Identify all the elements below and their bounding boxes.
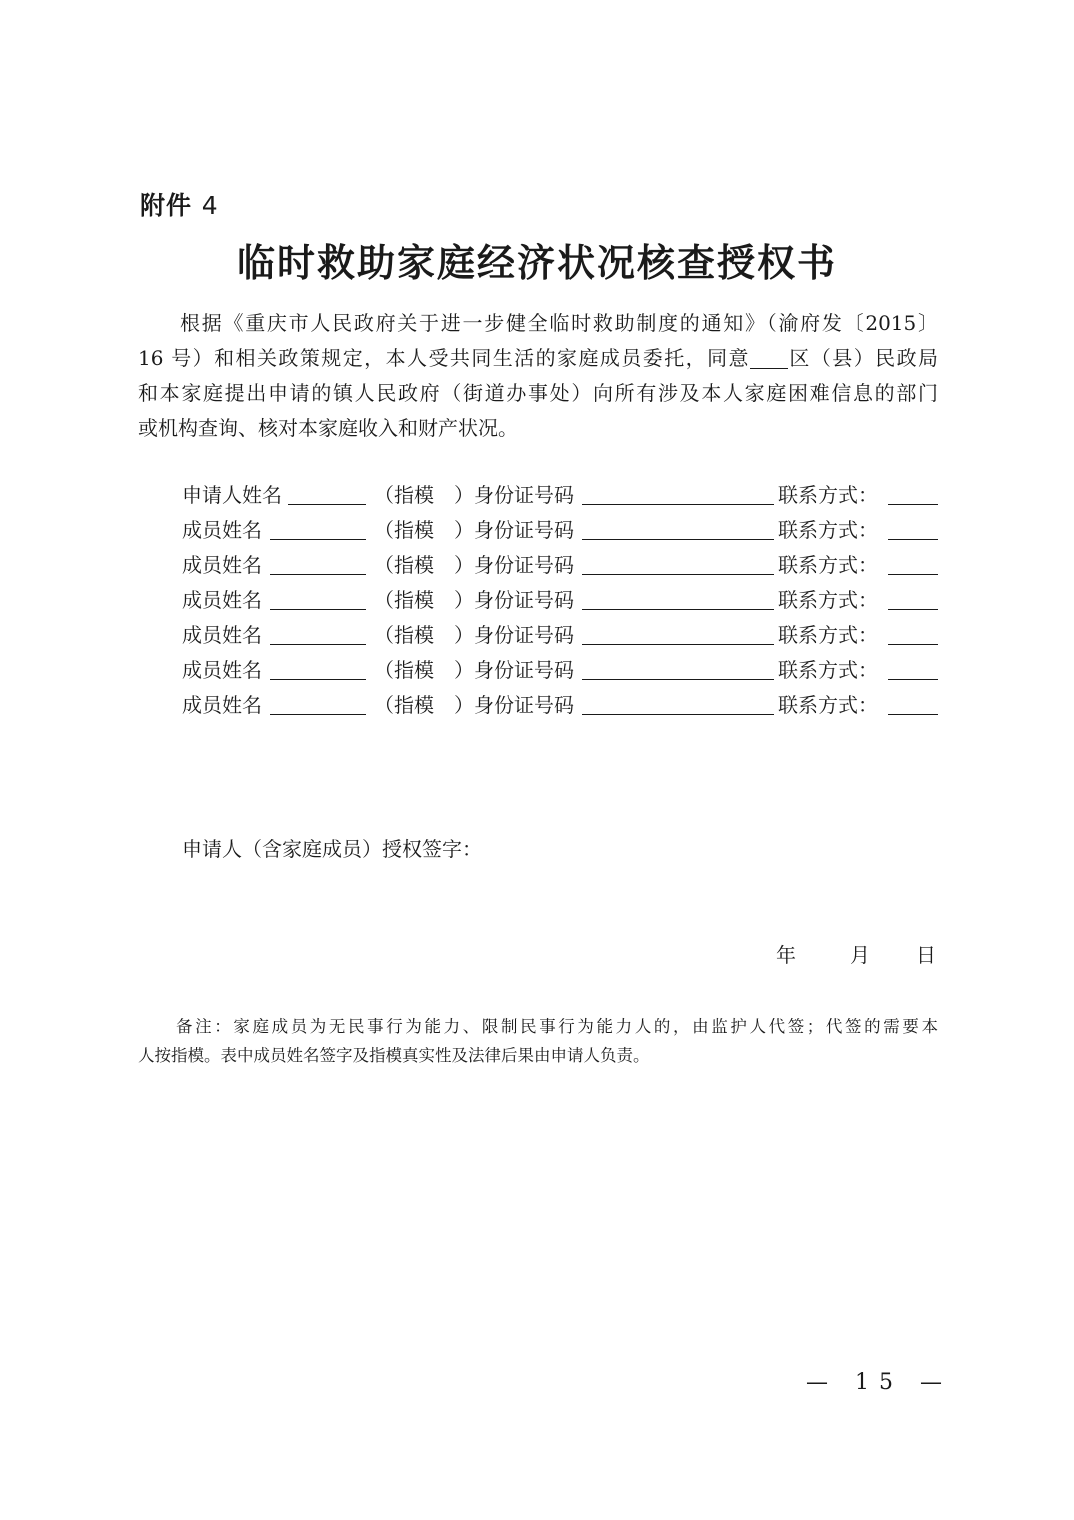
signature-label: 申请人（含家庭成员）授权签字： [182,837,482,861]
fingerprint-close: ） [454,588,474,612]
name-label: 成员姓名 [182,588,262,612]
fingerprint-open: （指模 [374,658,434,682]
id-blank [582,609,774,610]
id-blank [582,539,774,540]
attachment-text: 附件 [140,191,193,220]
id-blank [582,574,774,575]
intro-line-2-text-b: 区（县）民政局 [787,346,939,370]
name-blank [270,644,366,645]
intro-line-3: 和本家庭提出申请的镇人民政府（街道办事处）向所有涉及本人家庭困难信息的部门 [138,381,938,405]
contact-blank [888,539,938,540]
fingerprint-open: （指模 [374,518,434,542]
name-blank [270,714,366,715]
page-number: — 15 — [806,1370,952,1395]
contact-blank [888,609,938,610]
id-blank [582,644,774,645]
contact-blank [888,714,938,715]
intro-paragraph [138,306,938,446]
fingerprint-open: （指模 [374,693,434,717]
fingerprint-open: （指模 [374,588,434,612]
district-blank [750,346,788,369]
fingerprint-close: ） [454,623,474,647]
date-day: 日 [916,943,936,967]
name-label: 成员姓名 [182,693,262,717]
footnote [138,1012,938,1070]
date-month: 月 [850,943,870,967]
note-line-2: 人按指模。表中成员姓名签字及指模真实性及法律后果由申请人负责。 [138,1046,650,1065]
form-row-applicant [182,478,938,513]
intro-line-2-text-a: 16 号）和相关政策规定，本人受共同生活的家庭成员委托，同意 [138,346,750,370]
fingerprint-open: （指模 [374,483,434,507]
id-label: 身份证号码 [474,588,574,612]
name-blank [288,504,366,505]
fingerprint-close: ） [454,518,474,542]
name-blank [270,574,366,575]
contact-label: 联系方式： [778,518,878,542]
contact-label: 联系方式： [778,658,878,682]
id-label: 身份证号码 [474,693,574,717]
form-row-member [182,688,938,723]
form-row-member [182,548,938,583]
id-blank [582,679,774,680]
name-label: 成员姓名 [182,553,262,577]
name-label: 成员姓名 [182,623,262,647]
name-label: 成员姓名 [182,658,262,682]
id-label: 身份证号码 [474,553,574,577]
id-label: 身份证号码 [474,518,574,542]
fingerprint-close: ） [454,693,474,717]
document-title: 临时救助家庭经济状况核查授权书 [236,240,837,285]
fingerprint-open: （指模 [374,623,434,647]
id-label: 身份证号码 [474,623,574,647]
fingerprint-close: ） [454,483,474,507]
name-blank [270,609,366,610]
contact-label: 联系方式： [778,553,878,577]
member-form [182,478,938,723]
fingerprint-open: （指模 [374,553,434,577]
name-blank [270,679,366,680]
date-year: 年 [776,943,796,967]
contact-label: 联系方式： [778,483,878,507]
contact-blank [888,504,938,505]
form-row-member [182,618,938,653]
intro-line-2 [138,341,938,376]
form-row-member [182,653,938,688]
intro-line-4: 或机构查询、核对本家庭收入和财产状况。 [138,416,518,440]
contact-blank [888,574,938,575]
id-blank [582,504,774,505]
contact-blank [888,679,938,680]
contact-label: 联系方式： [778,588,878,612]
id-label: 身份证号码 [474,658,574,682]
name-blank [270,539,366,540]
contact-blank [888,644,938,645]
contact-label: 联系方式： [778,693,878,717]
id-blank [582,714,774,715]
contact-label: 联系方式： [778,623,878,647]
fingerprint-close: ） [454,658,474,682]
id-label: 身份证号码 [474,483,574,507]
form-row-member [182,513,938,548]
attachment-label [140,186,219,222]
note-line-1: 备注：家庭成员为无民事行为能力、限制民事行为能力人的，由监护人代签；代签的需要本 [176,1017,938,1036]
form-row-member [182,583,938,618]
fingerprint-close: ） [454,553,474,577]
name-label: 申请人姓名 [182,483,282,507]
name-label: 成员姓名 [182,518,262,542]
intro-line-1: 根据《重庆市人民政府关于进一步健全临时救助制度的通知》（渝府发〔2015〕 [180,311,938,335]
attachment-number: 4 [201,191,219,220]
